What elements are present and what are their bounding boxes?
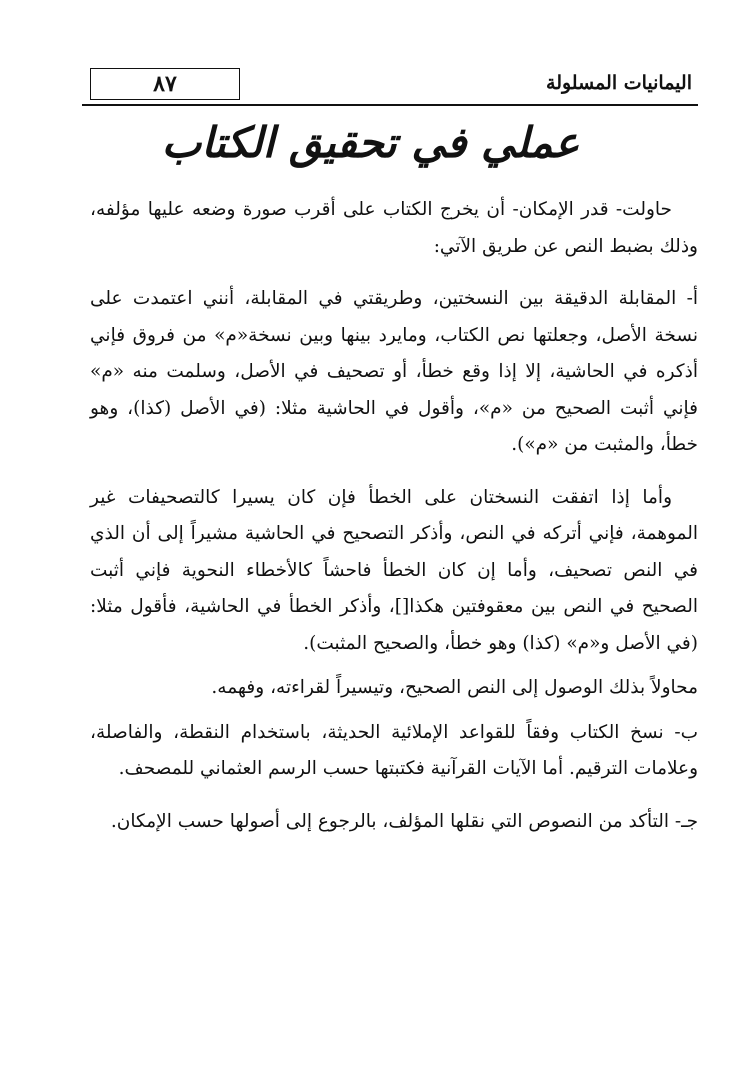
paragraph-intro: حاولت- قدر الإمكان- أن يخرج الكتاب على أقرب صورة وضعه عليها مؤلفه، وذلك بضبط النص عن طريق الآتي:	[90, 199, 698, 257]
running-title: اليمانيات المسلولة	[546, 72, 692, 94]
paragraph-item-b: ب- نسخ الكتاب وفقاً للقواعد الإملائية الحديثة، باستخدام النقطة، والفاصلة، وعلامات الترقيم. أما الآيات القرآنية فكتبتها حسب الرسم العثماني للمصحف.	[90, 721, 698, 779]
paragraph-aim: محاولاً بذلك الوصول إلى النص الصحيح، وتيسيراً لقراءته، وفهمه.	[211, 677, 698, 698]
header-rule	[82, 104, 698, 106]
body-text	[90, 192, 698, 856]
paragraph-item-c: جـ- التأكد من النصوص التي نقلها المؤلف، بالرجوع إلى أصولها حسب الإمكان.	[110, 810, 698, 832]
chapter-title: عملي في تحقيق الكتاب	[161, 118, 580, 167]
page-number: ٨٧	[90, 68, 240, 100]
paragraph-item-a: أ- المقابلة الدقيقة بين النسختين، وطريقتي في المقابلة، أنني اعتمدت على نسخة الأصل، وجعلتها نص الكتاب، ومايرد بينها وبين نسخة«م» من فروق فإني أذكره في الحاشية، إلا إذا وقع خطأ، أو تصحيف في الأصل، وسلمت منه «م» فإني أثبت الصحيح من «م»، وأقول في الحاشية مثلا: (في الأصل (كذا)، وهو خطأ، والمثبت من «م»).	[90, 288, 698, 455]
page-header	[82, 60, 698, 106]
paragraph-errors: وأما إذا اتفقت النسختان على الخطأ فإن كان يسيرا كالتصحيفات غير الموهمة، فإني أتركه في النص، وأذكر التصحيح في الحاشية مشيراً إلى أن الذي في النص تصحيف، وأما إن كان الخطأ فاحشاً كالأخطاء النحوية فإني أثبت الصحيح في النص بين معقوفتين هكذا[]، وأذكر الخطأ في الحاشية، فأقول مثلا: (في الأصل و«م» (كذا) وهو خطأ، والصحيح المثبت).	[90, 486, 698, 654]
